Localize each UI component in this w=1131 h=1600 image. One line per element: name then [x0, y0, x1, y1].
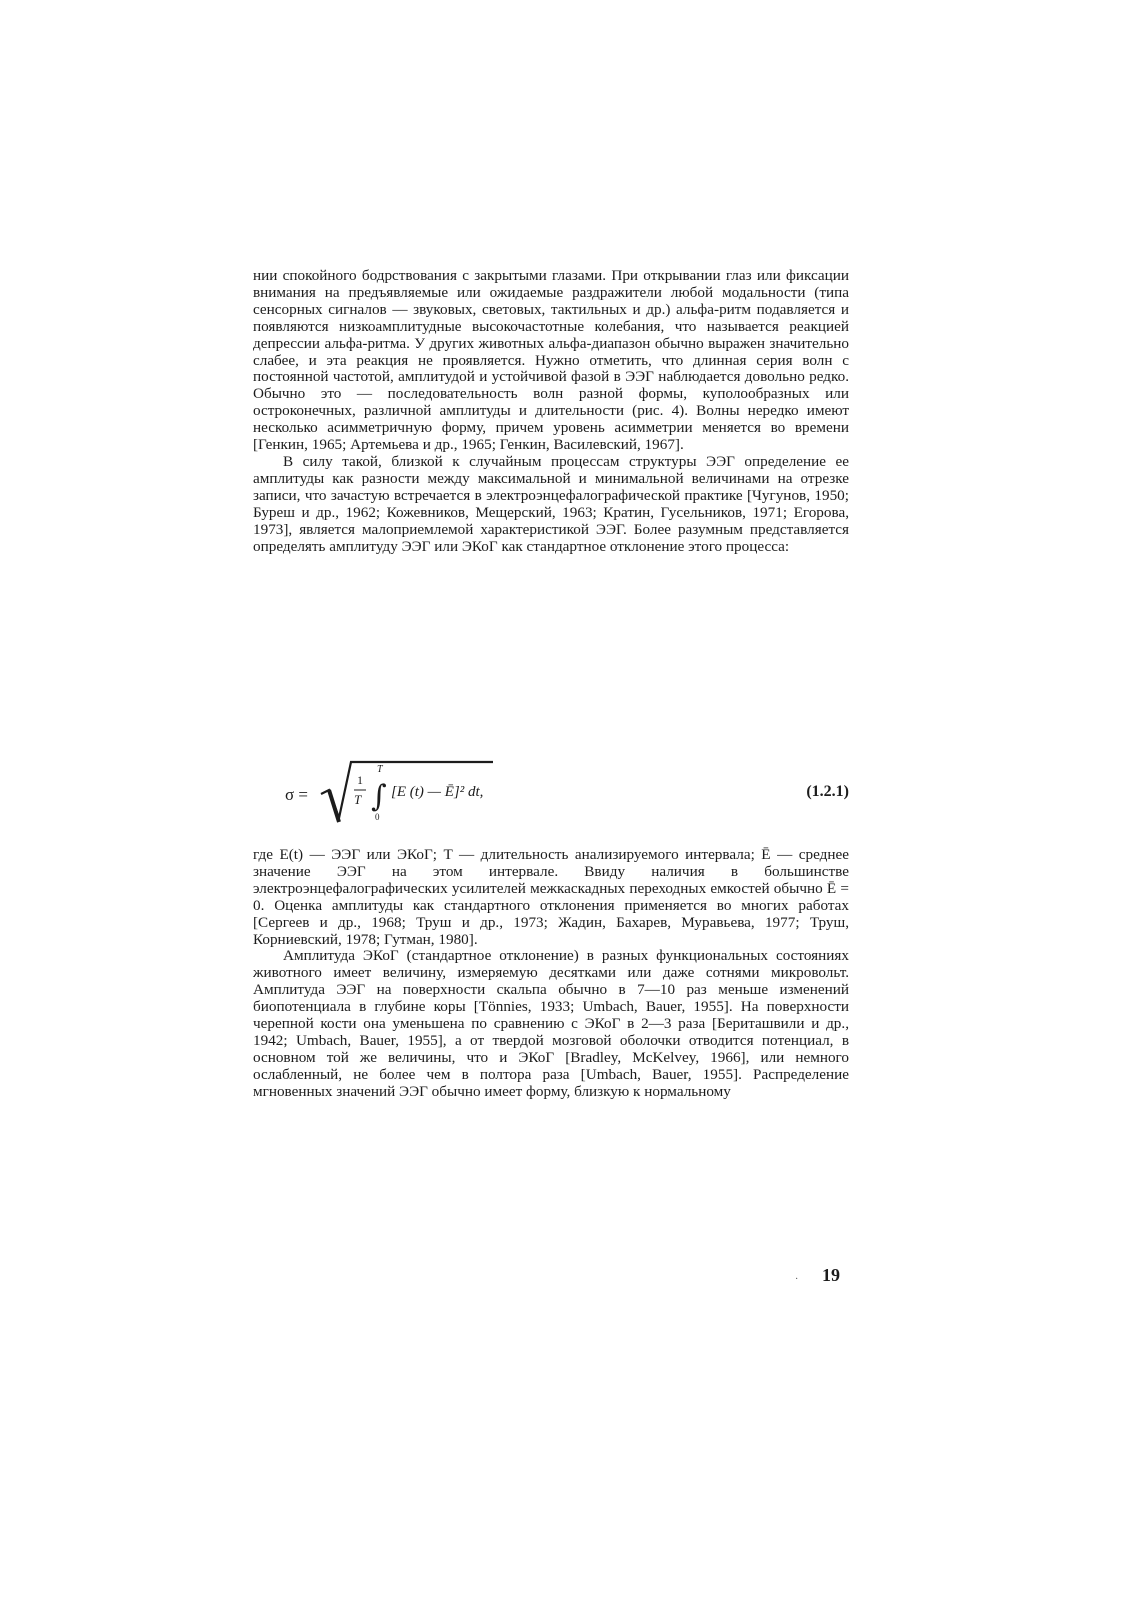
paragraph-1: нии спокойного бодрствования с закрытыми глазами. При открывании глаз или фиксации внимания на предъявляемые или ожидаемые раздражители любой модальности (типа сенсорных сигналов — звуковых, световых, тактильных и др.) альфа-ритм подавляется и появляются низкоамплитудные высокочастотные колебания, что называется реакцией депрессии альфа-ритма. У других животных альфа-диапазон обычно выражен значительно слабее, и эта реакция не проявляется. Нужно отметить, что длинная серия волн с постоянной частотой, амплитудой и устойчивой фазой в ЭЭГ наблюдается довольно редко. Обычно это — последовательность волн разной формы, куполообразных или остроконечных, различной амплитуды и длительности (рис. 4). Волны нередко имеют несколько асимметричную форму, причем уровень асимметрии меняется во времени [Генкин, 1965; Артемьева и др., 1965; Генкин, Василевский, 1967].	[253, 267, 849, 454]
integral-sign: ∫	[371, 779, 387, 814]
text-block-top	[253, 268, 849, 555]
formula-lhs: σ =	[285, 785, 309, 804]
integral-lower-limit: 0	[375, 812, 380, 822]
print-mark: ·	[795, 1274, 799, 1285]
paragraph-2: В силу такой, близкой к случайным процессам структуры ЭЭГ определение ее амплитуды как разности между максимальной и минимальной величинами на отрезке записи, что зачастую встречается в электроэнцефалографической практике [Чугунов, 1950; Буреш и др., 1962; Кожевников, Мещерский, 1963; Кратин, Гусельников, 1971; Егорова, 1973], является малоприемлемой характеристикой ЭЭГ. Более разумным представляется определять амплитуду ЭЭГ или ЭКоГ как стандартное отклонение этого процесса:	[253, 452, 849, 555]
integrand: [E (t) — Ē]² dt,	[391, 784, 484, 800]
text-block-bottom	[253, 847, 849, 1101]
page-number: 19	[822, 1265, 840, 1285]
formula-svg	[253, 760, 753, 830]
fraction-denominator: T	[354, 792, 362, 807]
equation-number: (1.2.1)	[806, 783, 849, 800]
fraction-numerator: 1	[357, 773, 363, 787]
integral-upper-limit: T	[377, 764, 383, 775]
paragraph-3: где E(t) — ЭЭГ или ЭКоГ; T — длительность анализируемого интервала; Ē — среднее значение ЭЭГ на этом интервале. Ввиду наличия в большинстве электроэнцефалографических усилителей межкаскадных переходных емкостей обычно Ē = 0. Оценка амплитуды как стандартного отклонения применяется во многих работах [Сергеев и др., 1968; Труш и др., 1973; Жадин, Бахарев, Муравьева, 1977; Труш, Корниевский, 1978; Гутман, 1980].	[253, 846, 849, 948]
formula-1-2-1	[253, 760, 849, 830]
paragraph-4: Амплитуда ЭКоГ (стандартное отклонение) в разных функциональных состояниях животного имеет величину, измеряемую десятками или даже сотнями микровольт. Амплитуда ЭЭГ на поверхности скальпа обычно в 7—10 раз меньше изменений биопотенциала в глубине коры [Tönnies, 1933; Umbach, Bauer, 1955]. На поверхности черепной кости она уменьшена по сравнению с ЭКоГ в 2—3 раза [Бериташвили и др., 1942; Umbach, Bauer, 1955], а от твердой мозговой оболочки отводится потенциал, в основном той же величины, что и ЭКоГ [Bradley, McKelvey, 1966], или немного ослабленный, не более чем в полтора раза [Umbach, Bauer, 1955]. Распределение мгновенных значений ЭЭГ обычно имеет форму, близкую к нормальному	[253, 947, 849, 1100]
